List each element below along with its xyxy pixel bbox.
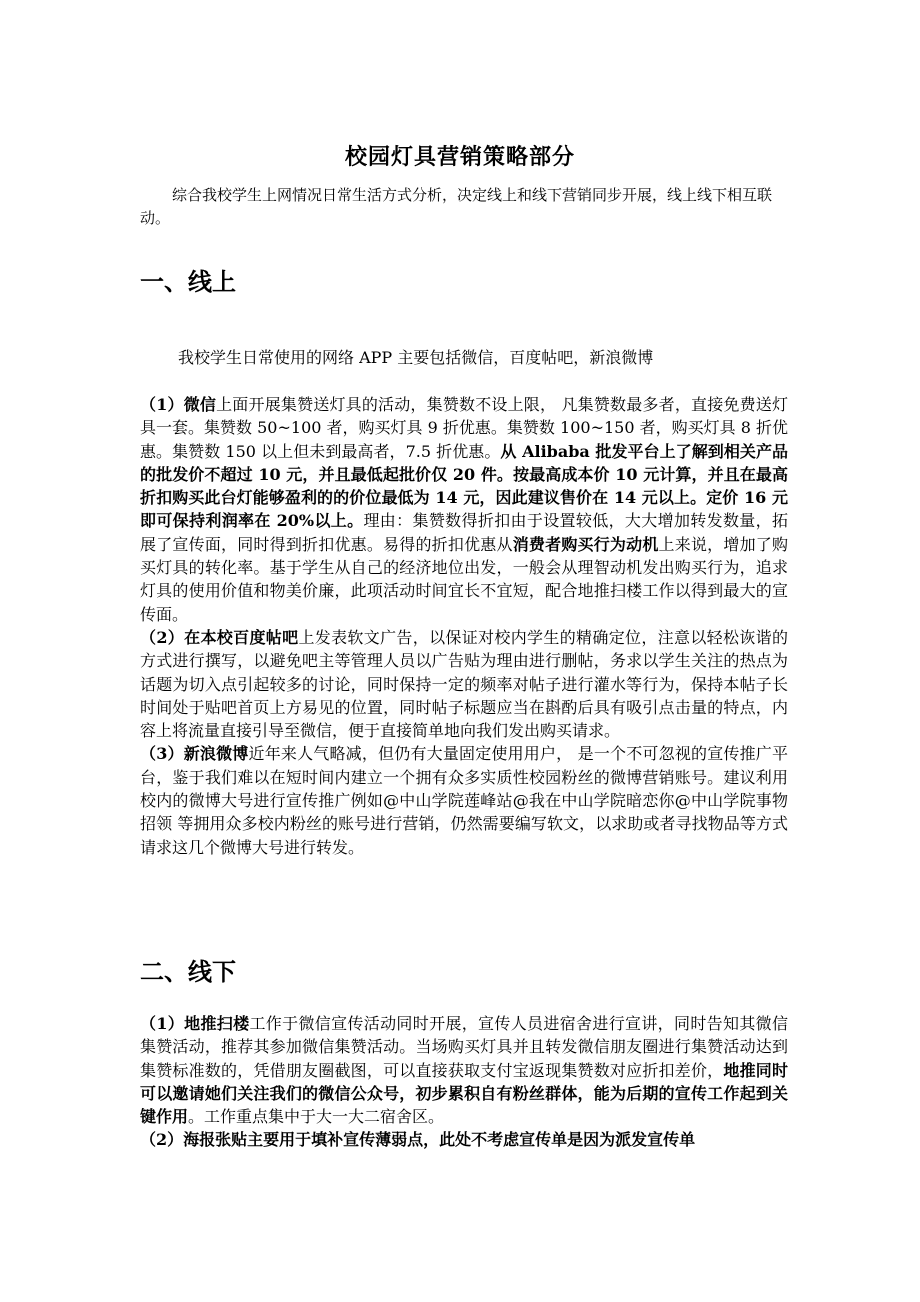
document-title: 校园灯具营销策略部分 <box>344 144 575 170</box>
paragraph-ground-promotion <box>140 1012 788 1128</box>
online-section-body <box>140 393 788 859</box>
paragraph-text: 。工作重点集中于大一大二宿舍区。 <box>188 1107 445 1127</box>
keyword-baidu-tieba: 在本校百度帖吧 <box>184 627 299 647</box>
section-heading-online: 一、线上 <box>140 268 236 296</box>
paragraph-text: 近年来人气略减，但仍有大量固定使用用户， 是一个不可忽视的宣传推广平台，鉴于我们难以在短时间内建立一个拥有众多实质性校园粉丝的微博营销账号。建议利用校内的微博大号进行宣传推广例如@中山学院莲峰站@我在中山学院暗恋你@中山学院事物招领 等拥用众多校内粉丝的账号进行营销，仍然需要编写软文，以求助或者寻找物品等方式请求这几个微博大号进行转发。 <box>140 744 788 857</box>
section-heading-offline: 二、线下 <box>140 958 236 986</box>
keyword-ground-promotion: 地推扫楼 <box>184 1014 250 1033</box>
offline-section-body <box>140 1012 788 1152</box>
item-number: （1） <box>140 1014 185 1033</box>
bold-poster-text: 海报张贴主要用于填补宣传薄弱点，此处不考虑宣传单是因为派发宣传单 <box>183 1130 696 1150</box>
item-number: （2） <box>140 1130 184 1150</box>
paragraph-text: 上来说，增加了购买灯具的转化率。基于学生从自己的经济地位出发，一般会从理智动机发出购买行为，追求灯具的使用价值和物美价廉，此项活动时间宜长不宜短，配合地推扫楼工作以得到最大的宣传面。 <box>140 534 788 624</box>
paragraph-wechat <box>140 393 788 626</box>
item-number: （1） <box>140 395 184 414</box>
paragraph-text: 上发表软文广告，以保证对校内学生的精确定位，注意以轻松诙谐的方式进行撰写，以避免吧主等管理人员以广告贴为理由进行删帖，务求以学生关注的热点为话题为切入点引起较多的讨论，同时保持一定的频率对帖子进行灌水等行为，保持本帖子长时间处于贴吧首页上方易见的位置，同时帖子标题应当在斟酌后具有吸引点击量的特点，内容上将流量直接引导至微信，便于直接简单地向我们发出购买请求。 <box>140 627 788 741</box>
bold-pricing-text: 从 Alibaba 批发平台上了解到相关产品的批发价不超过 10 元，并且最低起批价仅 20 件。按最高成本价 10 元计算，并且在最高折扣购买此台灯能够盈利的的价位最低为 14 元，因此建议售价在 14 元以上。定价 16 元即可保持利润率在 20%以上。 <box>140 441 788 531</box>
item-number: （3） <box>140 744 184 764</box>
paragraph-sina-weibo <box>140 742 788 858</box>
intro-paragraph: 综合我校学生上网情况日常生活方式分析，决定线上和线下营销同步开展，线上线下相互联动。 <box>140 186 773 227</box>
paragraph-text: 工作于微信宣传活动同时开展，宣传人员进宿舍进行宣讲，同时告知其微信集赞活动，推荐其参加微信集赞活动。当场购买灯具并且转发微信朋友圈进行集赞活动达到集赞标准数的，凭借朋友圈截图，可以直接获取支付宝返现集赞数对应折扣差价， <box>140 1014 788 1080</box>
paragraph-baidu-tieba <box>140 626 788 742</box>
keyword-sina-weibo: 新浪微博 <box>183 744 249 764</box>
item-number: （2） <box>140 627 185 647</box>
keyword-wechat: 微信 <box>183 395 217 414</box>
bold-wechat-follow-text: 地推同时可以邀请她们关注我们的微信公众号，初步累积自有粉丝群体，能为后期的宣传工作起到关键作用 <box>140 1060 788 1127</box>
paragraph-poster <box>140 1128 788 1151</box>
online-intro-paragraph: 我校学生日常使用的网络 APP 主要包括微信，百度帖吧，新浪微博 <box>178 348 654 367</box>
paragraph-text: 上面开展集赞送灯具的活动，集赞数不设上限， 凡集赞数最多者，直接免费送灯具一套。集赞数 50~100 者，购买灯具 9 折优惠。集赞数 100~150 者，购买灯具 8 折优惠。集赞数 150 以上但未到最高者，7.5 折优惠。 <box>140 395 788 461</box>
paragraph-text: 理由：集赞数得折扣由于设置较低，大大增加转发数量，拓展了宣传面，同时得到折扣优惠。易得的折扣优惠从 <box>140 511 788 554</box>
keyword-consumer-motivation: 消费者购买行为动机 <box>512 534 659 554</box>
